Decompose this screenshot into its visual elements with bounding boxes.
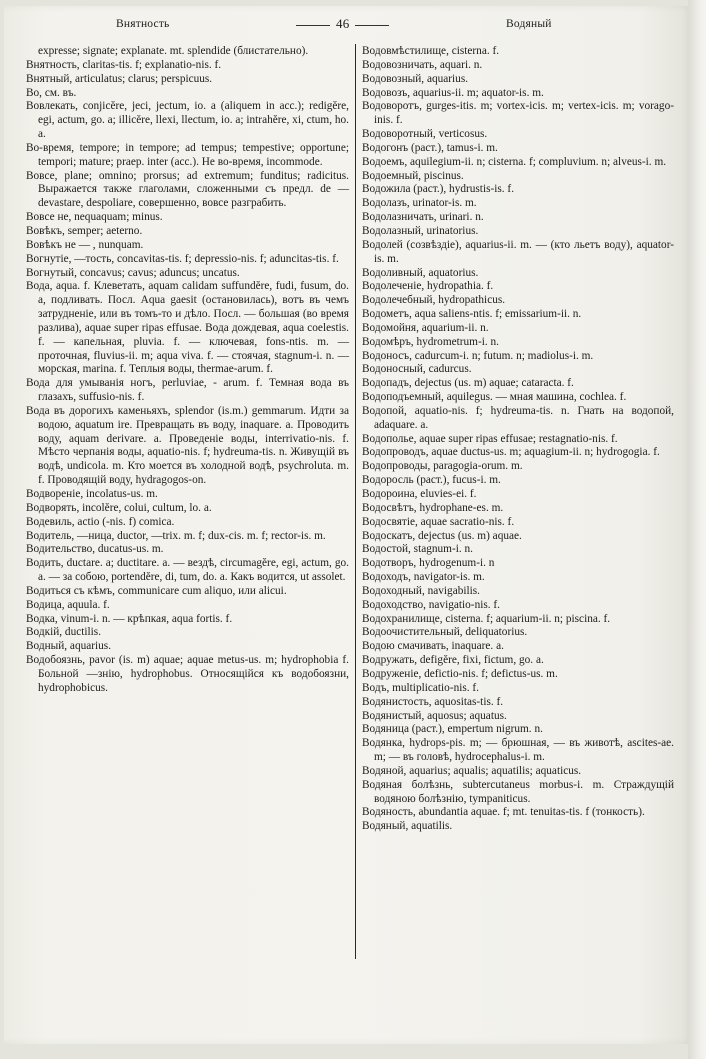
dictionary-entry: Водвореніе, incolatus-us. m.: [26, 488, 158, 500]
dictionary-entry: Вовсе не, nequaquam; minus.: [26, 211, 163, 224]
dictionary-entry: Водитель, —ница, ductor, —trix. m. f; dux-cis. m. f; rector-is. m.: [26, 529, 326, 542]
left-guide-word: Внятность: [116, 18, 170, 30]
dictionary-entry: Водоходство, navigatio-nis. f.: [362, 598, 500, 611]
dictionary-entry: Водожила (раст.), hydrustis-is. f.: [362, 183, 515, 196]
dictionary-entry: Водолечебный, hydropathicus.: [362, 294, 506, 307]
dictionary-entry: Водосвятіе, aquae sacratio-nis. f.: [362, 515, 515, 528]
dictionary-entry: Водоросль (раст.), fucus-i. m.: [362, 474, 501, 487]
dictionary-entry: Во-время, tempore; in tempore; ad tempus; tempestive; opportune; tempori; mature; praep. inter (acc.). Не во-время, incommode.: [26, 141, 349, 168]
dictionary-entry: Вогнутіе, —тость, concavitas-tis. f; depressio-nis. f; aduncitas-tis. f.: [26, 252, 339, 265]
dictionary-entry: Водогонъ (раст.), tamus-i. m.: [362, 141, 498, 154]
dictionary-entry: Вода въ дорогихъ каменьяхъ, splendor (is.m.) gemmarum. Идти за водою, aquatum ire. Превращать въ воду, inaquare. a. Проводить воду, aquam derivare. a. Проведеніе воды, interrivatio-nis. f. Мѣсто черпанія воды, aquatio-nis. f; hydreuma-tis. n. Живущій въ водѣ, undicola. m. Кто моется въ холодной водѣ, psychroluta. m. f. Проводящій воду, hydragogos-on.: [26, 404, 349, 487]
dictionary-entry: Водить, ductare. a; ductitare. a. — вездѣ, circumagĕre, egi, actum, go. a. — за собою, portendĕre, di, tum, do. a. Какъ водится, ut assolet.: [26, 557, 349, 584]
dictionary-entry: Вовсе, plane; omnino; prorsus; ad extremum; funditus; radicitus. Выражается также глаголами, сложенными съ предл. de — devastare, despoliare, совершенно, вовсе разграбить.: [26, 169, 349, 210]
dictionary-entry: Водоскатъ, dejectus (us. m) aquae.: [362, 529, 522, 542]
dictionary-entry: Водовозъ, aquarius-ii. m; aquator-is. m.: [362, 86, 544, 99]
dictionary-entry: Водомѣръ, hydrometrum-i. n.: [362, 335, 499, 348]
dictionary-entry: Водолей (созвѣздіе), aquarius-ii. m. — (кто льетъ воду), aquator-is. m.: [362, 238, 674, 265]
page-number-text: 46: [336, 16, 350, 31]
dictionary-entry: Водороина, eluvies-ei. f.: [362, 488, 477, 500]
dictionary-entry: Водевиль, actio (-nis. f) comica.: [26, 515, 175, 528]
dictionary-entry: Водометъ, aqua saliens-ntis. f; emissarium-ii. n.: [362, 308, 582, 321]
dictionary-entry: Водяный, aquatilis.: [362, 820, 453, 833]
dictionary-entry: Водъ, multiplicatio-nis. f.: [362, 681, 480, 694]
dictionary-entry: Водяность, abundantia aquae. f; mt. tenuitas-tis. f (тонкость).: [362, 806, 645, 819]
dictionary-entry: Водоносъ, cadurcum-i. n; futum. n; madiolus-i. m.: [362, 349, 594, 362]
dictionary-entry: Водоворотъ, gurges-itis. m; vortex-icis. m; vertex-icis. m; vorago-inis. f.: [362, 100, 674, 127]
dictionary-entry: Водолазный, urinatorius.: [362, 224, 479, 237]
dictionary-entry: Водополье, aquae super ripas effusae; restagnatio-nis. f.: [362, 432, 618, 445]
dictionary-entry: Водоемный, piscinus.: [362, 169, 464, 182]
dictionary-entry: Водотворъ, hydrogenum-i. n: [362, 557, 495, 570]
dictionary-entry: Водворять, incolĕre, colui, cultum, lo. a.: [26, 501, 212, 514]
dictionary-entry: Водоходный, navigabilis.: [362, 584, 480, 597]
dictionary-entry: Водовмѣстилище, cisterna. f.: [362, 45, 500, 57]
right-column: [362, 45, 674, 834]
dictionary-entry: Водиться съ кѣмъ, communicare cum aliquo, или alicui.: [26, 584, 287, 597]
dictionary-entry: Вогнутый, concavus; cavus; aduncus; uncatus.: [26, 266, 240, 279]
dictionary-entry: Внятный, articulatus; clarus; perspicuus.: [26, 72, 213, 85]
dictionary-entry: Вода для умыванія ногъ, perluviae, - arum. f. Темная вода въ глазахъ, suffusio-nis. f.: [26, 377, 349, 404]
dictionary-entry: Водяница (раст.), empertum nigrum. n.: [362, 723, 543, 736]
dictionary-entry: Водохранилище, cisterna. f; aquarium-ii. n; piscina. f.: [362, 612, 611, 625]
dictionary-entry: Водоходъ, navigator-is. m.: [362, 571, 485, 584]
dictionary-entry: Водный, aquarius.: [26, 640, 112, 653]
dictionary-entry: Водительство, ducatus-us. m.: [26, 543, 164, 556]
dictionary-entry: Водолазничать, urinari. n.: [362, 211, 484, 224]
dictionary-entry: Водопроводы, paragogia-orum. m.: [362, 460, 523, 473]
dictionary-entry: Водянка, hydrops-pis. m; — брюшная, — въ животѣ, ascites-ae. m; — въ головѣ, hydrocephalus-i. m.: [362, 737, 674, 764]
dictionary-entry: Водовозный, aquarius.: [362, 72, 469, 85]
dictionary-entry: Внятность, claritas-tis. f; explanatio-nis. f.: [26, 58, 222, 71]
dictionary-entry: Во, см. въ.: [26, 86, 77, 99]
dictionary-entry: Водолеченіе, hydropathia. f.: [362, 280, 494, 293]
dictionary-entry: Водомойня, aquarium-ii. n.: [362, 321, 489, 334]
dictionary-entry: Водостой, stagnum-i. n.: [362, 543, 473, 556]
header-rule-left: [296, 25, 330, 26]
left-column: [26, 45, 349, 696]
dictionary-entry: Водоносный, cadurcus.: [362, 363, 472, 376]
dictionary-entry: Водоподъемный, aquilegus. — мная машина, cochlea. f.: [362, 391, 627, 404]
dictionary-entry: Водопой, aquatio-nis. f; hydreuma-tis. n. Гнать на водопой, adaquare. a.: [362, 404, 674, 431]
dictionary-entry: Водкій, ductilis.: [26, 626, 102, 639]
page-header: [0, 18, 706, 38]
page-number: [290, 16, 395, 32]
dictionary-entry: Водоливный, aquatorius.: [362, 266, 479, 279]
dictionary-entry: Водяной, aquarius; aqualis; aquatilis; aquaticus.: [362, 764, 582, 777]
dictionary-entry: Водопроводъ, aquae ductus-us. m; aquagium-ii. n; hydrogogia. f.: [362, 446, 660, 459]
page-edge: [688, 0, 706, 1059]
dictionary-entry: Водоемъ, aquilegium-ii. n; cisterna. f; compluvium. n; alveus-i. m.: [362, 155, 667, 168]
dictionary-entry: Водица, aquula. f.: [26, 598, 110, 611]
dictionary-entry: Вовлекать, conjicĕre, jeci, jectum, io. a (aliquem in acc.); redigĕre, egi, actum, go. a; illicĕre, llexi, llectum, io. a; intrahĕre, xi, ctum, ho. a.: [26, 100, 349, 141]
dictionary-entry: Водовозничать, aquari. n.: [362, 58, 483, 71]
dictionary-entry: Водруженіе, defictio-nis. f; defictus-us. m.: [362, 667, 558, 680]
dictionary-entry: Водка, vinum-i. n. — крѣпкая, aqua fortis. f.: [26, 612, 233, 625]
dictionary-entry: Водяная болѣзнь, subtercutaneus morbus-i. m. Страждущій водяною болѣзнію, tympaniticus.: [362, 778, 674, 805]
dictionary-entry: Водолазъ, urinator-is. m.: [362, 197, 477, 210]
dictionary-entry: Водопадъ, dejectus (us. m) aquae; cataracta. f.: [362, 377, 574, 390]
dictionary-entry: Водоочистительный, deliquatorius.: [362, 626, 528, 639]
dictionary-entry: Водянистый, aquosus; aquatus.: [362, 709, 507, 722]
dictionary-entry: Вовѣкъ, semper; aeterno.: [26, 224, 143, 237]
header-rule-right: [355, 25, 389, 26]
dictionary-entry: Водобоязнь, pavor (is. m) aquae; aquae metus-us. m; hydrophobia f. Больной —знію, hydrophobus. Относящійся къ водобоязни, hydrophobicus.: [26, 654, 349, 694]
dictionary-entry: Водосвѣтъ, hydrophane-es. m.: [362, 501, 504, 514]
dictionary-entry: Вовѣкъ не — , nunquam.: [26, 238, 144, 251]
dictionary-entry: expresse; signate; explanate. mt. splendide (блистательно).: [38, 45, 309, 57]
dictionary-entry: Водою смачивать, inaquare. a.: [362, 640, 504, 653]
column-divider: [355, 44, 356, 959]
dictionary-entry: Водоворотный, verticosus.: [362, 128, 488, 141]
right-guide-word: Водяный: [506, 18, 552, 30]
dictionary-entry: Водянистость, aquositas-tis. f.: [362, 695, 504, 708]
dictionary-entry: Водружать, defigĕre, fixi, fictum, go. a.: [362, 654, 544, 667]
dictionary-entry: Вода, aqua. f. Клеветать, aquam calidam suffundĕre, fudi, fusum, do. a, подливать. Посл. Aqua gaesit (остановилась), вотъ въ чемъ затрудненіе, или въ томъ-то и дѣло. Посл. — большая (во время разлива), aquae super ripas effusae. Вода дождевая, aqua coelestis. f. — капельная, pluvia. f. — ключевая, fons-ntis. m. — проточная, fluvius-ii. m; aqua viva. f. — стоячая, stagnum-i. n. — морская, marina. f. Теплыя воды, thermae-arum. f.: [26, 280, 349, 376]
